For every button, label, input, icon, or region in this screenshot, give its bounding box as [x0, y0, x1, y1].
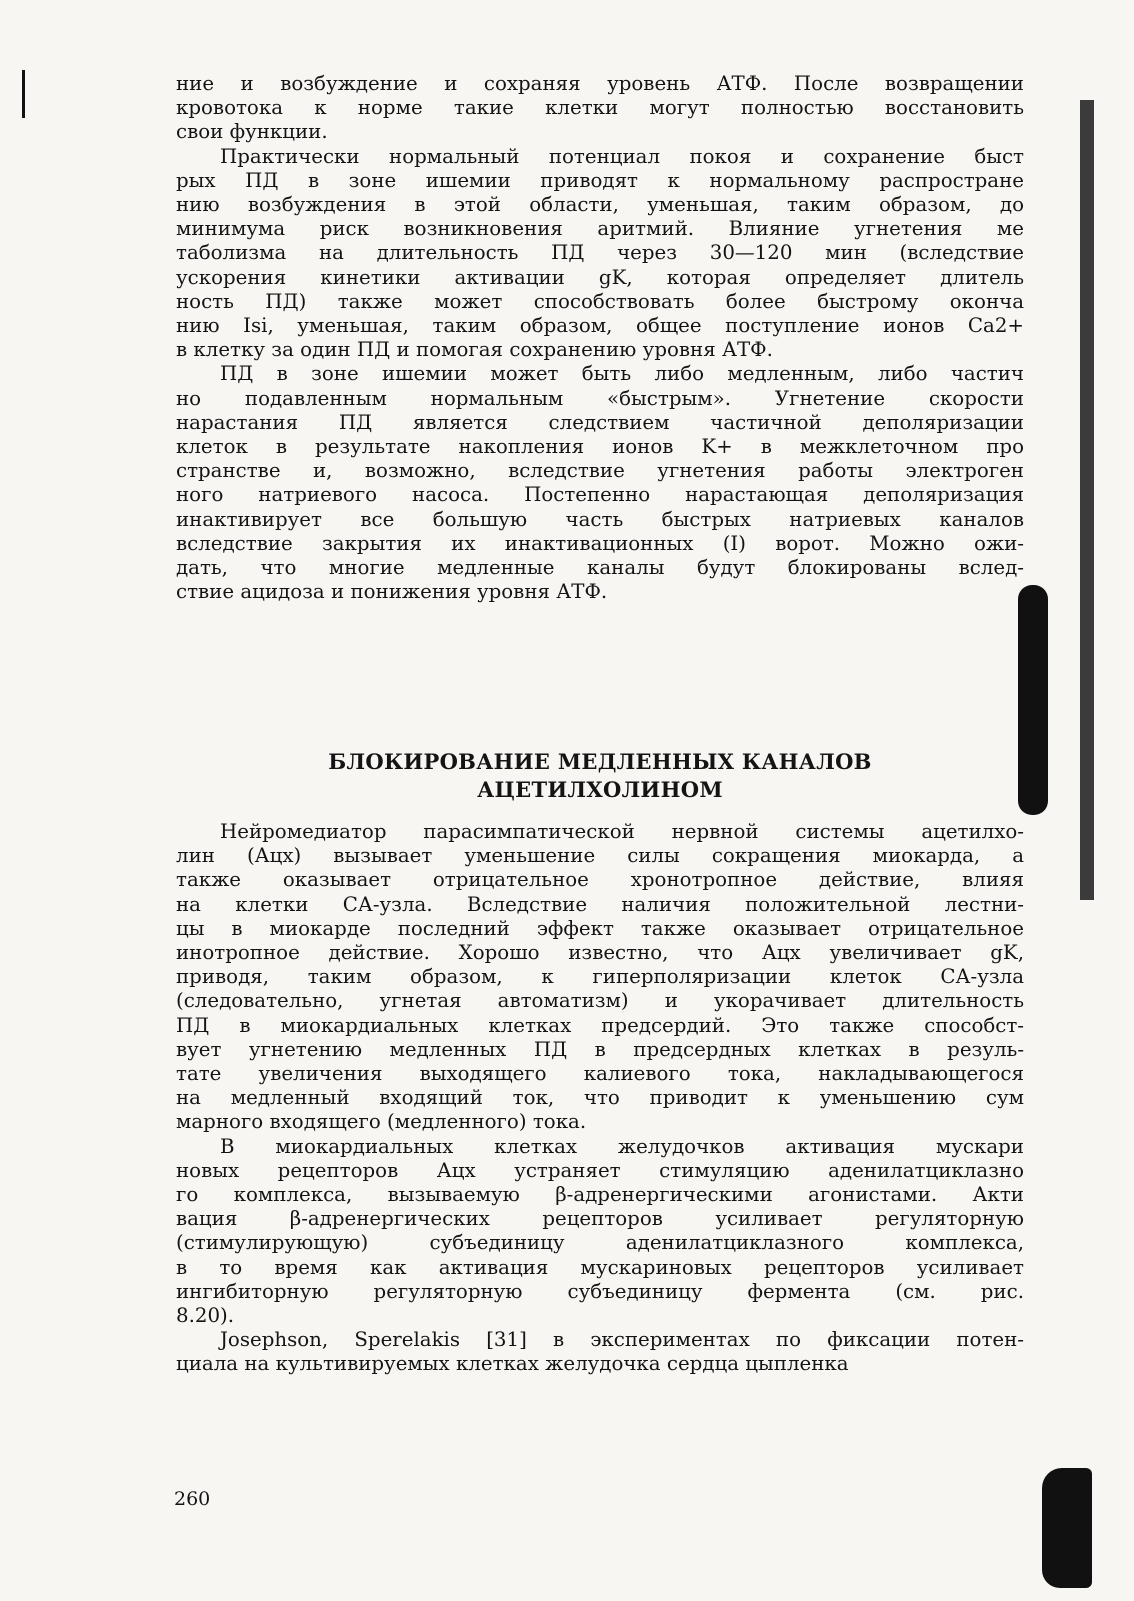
text-line: в клетку за один ПД и помогая сохранению уровня АТФ. — [176, 338, 773, 362]
scan-artifact-right-edge — [1080, 100, 1094, 900]
text-line: ность ПД) также может способствовать более быстрому оконча — [176, 289, 1024, 313]
text-line: вация β-адренергических рецепторов усиливает регуляторную — [176, 1207, 1024, 1231]
text-line: ние и возбуждение и сохраняя уровень АТФ. После возвращении — [176, 72, 1024, 95]
bottom-paragraph — [176, 1328, 1024, 1376]
text-line: новых рецепторов Ацх устраняет стимуляцию аденилатциклазно — [176, 1158, 1024, 1182]
text-block-top — [176, 72, 1024, 604]
text-line: цы в миокарде последний эффект также оказывает отрицательное — [176, 916, 1024, 940]
section-heading — [176, 748, 1024, 804]
text-line: минимума риск возникновения аритмий. Влияние угнетения ме — [176, 217, 1024, 241]
text-line: ПД в зоне ишемии может быть либо медленным, либо частич — [220, 362, 1024, 386]
text-block-bottom — [176, 820, 1024, 1377]
section-heading-line2: АЦЕТИЛХОЛИНОМ — [477, 777, 723, 802]
scan-artifact-left-edge — [22, 70, 25, 118]
scan-artifact-bottom-blob — [1042, 1468, 1092, 1588]
text-line: ингибиторную регуляторную субъединицу фермента (см. рис. — [176, 1279, 1024, 1303]
text-line: таболизма на длительность ПД через 30—120 мин (вследствие — [176, 241, 1024, 265]
text-line: (следовательно, угнетая автоматизм) и укорачивает длительность — [176, 989, 1024, 1013]
text-line: лин (Ацх) вызывает уменьшение силы сокращения миокарда, а — [176, 844, 1024, 868]
text-line: ного натриевого насоса. Постепенно нарастающая деполяризация — [176, 483, 1024, 507]
text-line: 8.20). — [176, 1304, 235, 1328]
text-line: дать, что многие медленные каналы будут блокированы вслед- — [176, 556, 1024, 580]
text-line: Josephson, Sperelakis [31] в экспериментах по фиксации потен- — [220, 1328, 1024, 1352]
top-paragraph — [176, 72, 1024, 145]
text-line: нию Isi, уменьшая, таким образом, общее поступление ионов Ca2+ — [176, 314, 1024, 338]
top-paragraph — [176, 145, 1024, 363]
text-line: нарастания ПД является следствием частичной деполяризации — [176, 410, 1024, 434]
text-line: странстве и, возможно, вследствие угнетения работы электроген — [176, 459, 1024, 483]
text-line: также оказывает отрицательное хронотропное действие, влияя — [176, 868, 1024, 892]
text-line: приводя, таким образом, к гиперполяризации клеток СА-узла — [176, 965, 1024, 989]
text-line: Нейромедиатор парасимпатической нервной системы ацетилхо- — [220, 820, 1024, 843]
section-heading-line1: БЛОКИРОВАНИЕ МЕДЛЕННЫХ КАНАЛОВ — [328, 749, 872, 774]
text-line: В миокардиальных клетках желудочков активация мускари — [220, 1134, 1024, 1158]
text-line: тате увеличения выходящего калиевого тока, накладывающегося — [176, 1062, 1024, 1086]
text-line: вует угнетению медленных ПД в предсердных клетках в резуль- — [176, 1037, 1024, 1061]
text-line: в то время как активация мускариновых рецепторов усиливает — [176, 1255, 1024, 1279]
text-line: инактивирует все большую часть быстрых натриевых каналов — [176, 507, 1024, 531]
text-line: (стимулирующую) субъединицу аденилатциклазного комплекса, — [176, 1231, 1024, 1255]
text-line: ПД в миокардиальных клетках предсердий. Это также способст- — [176, 1013, 1024, 1037]
scan-artifact-right-blob — [1018, 585, 1048, 815]
text-line: циала на культивируемых клетках желудочка сердца цыпленка — [176, 1352, 849, 1376]
text-line: на клетки СА-узла. Вследствие наличия положительной лестни- — [176, 892, 1024, 916]
text-line: клеток в результате накопления ионов K+ в межклеточном про — [176, 435, 1024, 459]
text-line: го комплекса, вызываемую β-адренергическими агонистами. Акти — [176, 1183, 1024, 1207]
text-line: свои функции. — [176, 120, 328, 144]
bottom-paragraph — [176, 1135, 1024, 1329]
bottom-paragraph — [176, 820, 1024, 1135]
text-line: рых ПД в зоне ишемии приводят к нормальному распростране — [176, 168, 1024, 192]
text-line: инотропное действие. Хорошо известно, что Ацх увеличивает gK, — [176, 941, 1024, 965]
text-line: ускорения кинетики активации gK, которая определяет длитель — [176, 265, 1024, 289]
text-line: но подавленным нормальным «быстрым». Угнетение скорости — [176, 386, 1024, 410]
text-line: Практически нормальный потенциал покоя и сохранение быст — [220, 144, 1024, 168]
top-paragraph — [176, 362, 1024, 604]
text-line: марного входящего (медленного) тока. — [176, 1110, 587, 1134]
page-number: 260 — [174, 1488, 211, 1510]
text-line: вследствие закрытия их инактивационных (I) ворот. Можно ожи- — [176, 531, 1024, 555]
text-line: кровотока к норме такие клетки могут полностью восстановить — [176, 96, 1024, 120]
text-line: нию возбуждения в этой области, уменьшая, таким образом, до — [176, 193, 1024, 217]
text-line: ствие ацидоза и понижения уровня АТФ. — [176, 580, 608, 604]
text-line: на медленный входящий ток, что приводит к уменьшению сум — [176, 1086, 1024, 1110]
